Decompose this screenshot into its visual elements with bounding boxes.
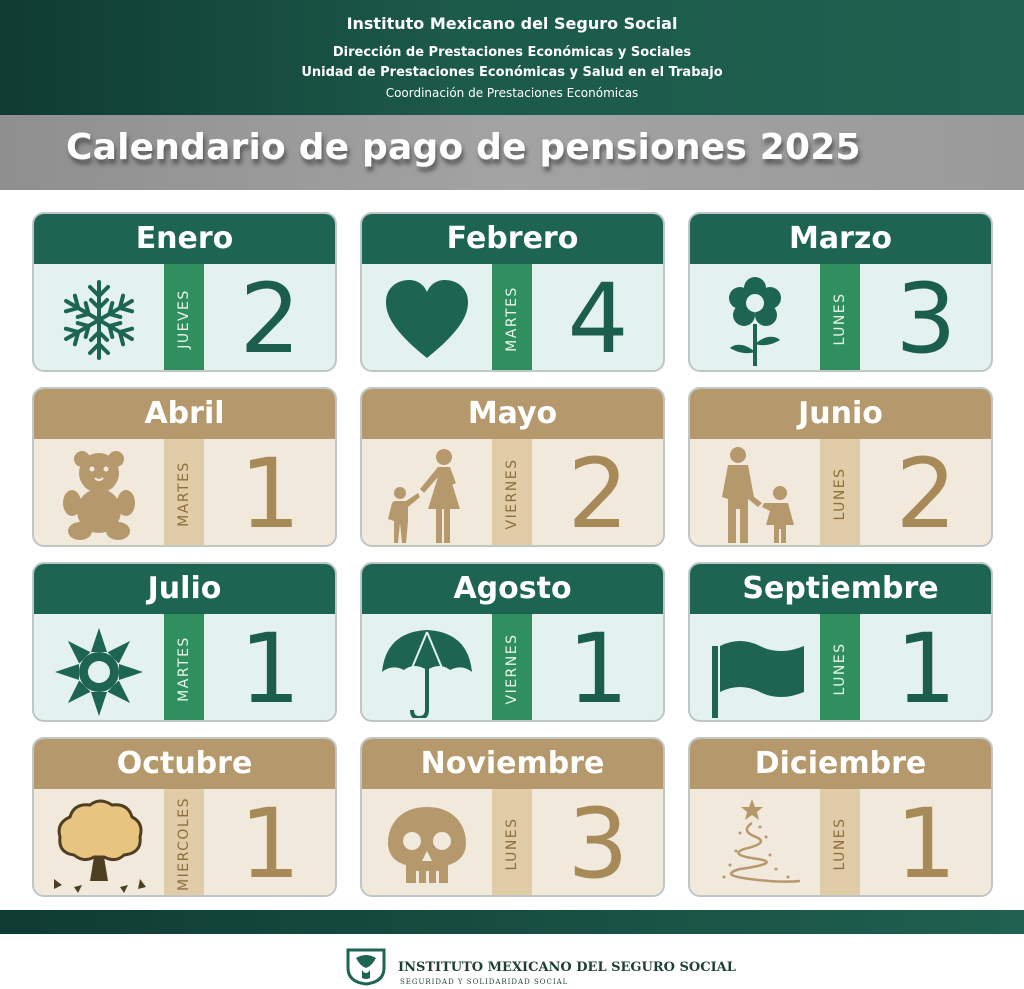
skull-icon xyxy=(372,797,482,893)
payment-day: 3 xyxy=(567,788,629,897)
month-card-octubre xyxy=(32,737,337,897)
snowflake-icon xyxy=(44,272,154,368)
month-card-septiembre xyxy=(688,562,993,722)
month-name: Abril xyxy=(34,389,335,439)
payment-day: 1 xyxy=(895,788,957,897)
month-name: Septiembre xyxy=(690,564,991,614)
tree-icon xyxy=(44,797,154,893)
weekday-label: MIERCOLES xyxy=(176,797,192,891)
weekday-band xyxy=(820,789,860,897)
weekday-band xyxy=(820,439,860,547)
christmas-tree-icon xyxy=(700,797,810,893)
header-institution: Instituto Mexicano del Seguro Social xyxy=(346,14,678,33)
weekday-label: VIERNES xyxy=(504,633,520,705)
month-card-mayo xyxy=(360,387,665,547)
weekday-label: MARTES xyxy=(504,286,520,352)
weekday-band xyxy=(164,264,204,372)
footer xyxy=(0,934,1024,989)
month-card-junio xyxy=(688,387,993,547)
payment-day: 1 xyxy=(239,788,301,897)
month-card-julio xyxy=(32,562,337,722)
weekday-band xyxy=(820,614,860,722)
month-card-diciembre xyxy=(688,737,993,897)
month-name: Mayo xyxy=(362,389,663,439)
payment-day: 1 xyxy=(895,613,957,722)
flag-icon xyxy=(700,622,810,718)
footer-institution: INSTITUTO MEXICANO DEL SEGURO SOCIAL xyxy=(398,960,736,975)
header-coordination: Coordinación de Prestaciones Económicas xyxy=(385,86,639,100)
month-name: Noviembre xyxy=(362,739,663,789)
header-direction: Dirección de Prestaciones Económicas y Sociales xyxy=(332,45,692,60)
weekday-band xyxy=(492,789,532,897)
imss-logo xyxy=(344,946,388,986)
weekday-band xyxy=(164,614,204,722)
month-name: Enero xyxy=(34,214,335,264)
weekday-label: JUEVES xyxy=(176,289,192,349)
month-name: Agosto xyxy=(362,564,663,614)
month-card-noviembre xyxy=(360,737,665,897)
month-card-marzo xyxy=(688,212,993,372)
payment-day: 1 xyxy=(239,613,301,722)
weekday-label: LUNES xyxy=(832,817,848,871)
header-unit: Unidad de Prestaciones Económicas y Salud en el Trabajo xyxy=(301,65,723,80)
payment-day: 3 xyxy=(895,263,957,372)
bottom-stripe xyxy=(0,910,1024,934)
weekday-band xyxy=(820,264,860,372)
month-name: Diciembre xyxy=(690,739,991,789)
weekday-band xyxy=(164,789,204,897)
sun-icon xyxy=(44,622,154,718)
flower-icon xyxy=(700,272,810,368)
payment-day: 1 xyxy=(567,613,629,722)
weekday-label: LUNES xyxy=(832,467,848,521)
page-title: Calendario de pago de pensiones 2025 xyxy=(66,127,861,168)
weekday-band xyxy=(492,439,532,547)
weekday-band xyxy=(492,614,532,722)
heart-icon xyxy=(372,272,482,368)
father-child-icon xyxy=(700,447,810,543)
month-name: Junio xyxy=(690,389,991,439)
mother-child-icon xyxy=(372,447,482,543)
month-name: Febrero xyxy=(362,214,663,264)
month-card-enero xyxy=(32,212,337,372)
month-name: Octubre xyxy=(34,739,335,789)
weekday-band xyxy=(164,439,204,547)
umbrella-icon xyxy=(372,622,482,718)
month-name: Julio xyxy=(34,564,335,614)
weekday-label: LUNES xyxy=(504,817,520,871)
payment-day: 2 xyxy=(239,263,301,372)
payment-day: 2 xyxy=(567,438,629,547)
weekday-label: VIERNES xyxy=(504,458,520,530)
month-card-abril xyxy=(32,387,337,547)
month-card-agosto xyxy=(360,562,665,722)
payment-day: 2 xyxy=(895,438,957,547)
weekday-label: LUNES xyxy=(832,642,848,696)
month-name: Marzo xyxy=(690,214,991,264)
weekday-label: MARTES xyxy=(176,461,192,527)
teddy-bear-icon xyxy=(44,447,154,543)
payment-day: 4 xyxy=(567,263,629,372)
weekday-label: MARTES xyxy=(176,636,192,702)
weekday-label: LUNES xyxy=(832,292,848,346)
payment-day: 1 xyxy=(239,438,301,547)
weekday-band xyxy=(492,264,532,372)
footer-tagline: SEGURIDAD Y SOLIDARIDAD SOCIAL xyxy=(400,978,569,986)
month-card-febrero xyxy=(360,212,665,372)
